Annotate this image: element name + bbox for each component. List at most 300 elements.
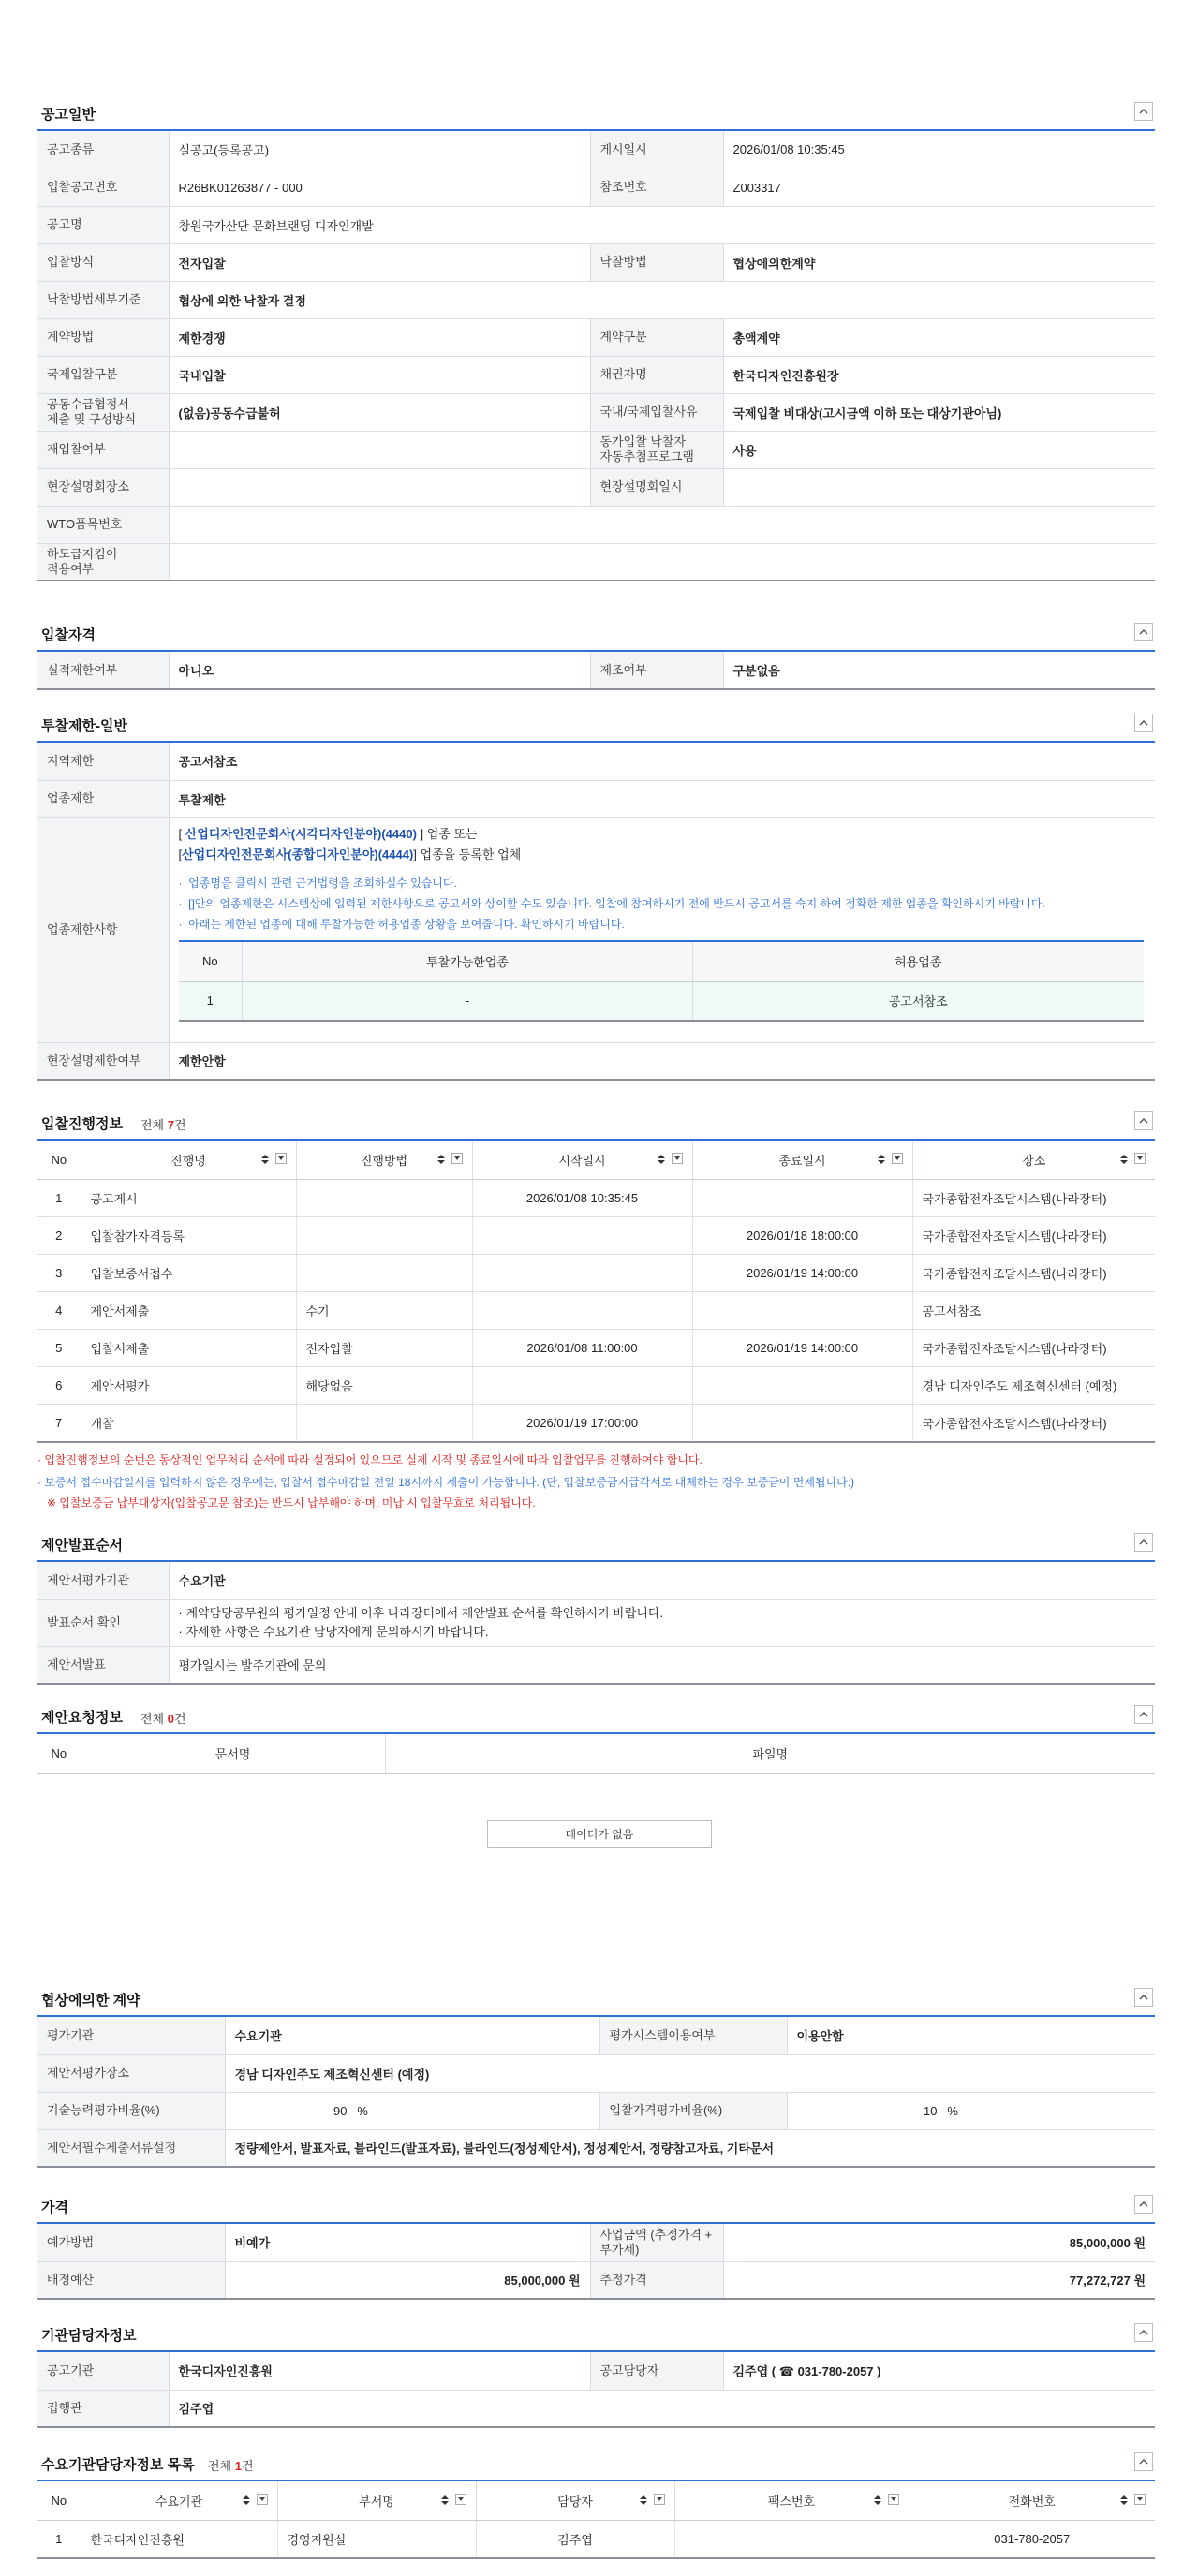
progress-cell-name: 입찰보증서접수 xyxy=(81,1255,296,1292)
negotiation-header xyxy=(37,1981,1155,2017)
qualification-section xyxy=(37,616,1155,690)
required-docs-label: 제안서필수제출서류설정 xyxy=(37,2129,225,2167)
negotiation-section xyxy=(37,1981,1155,2168)
presentation-value: 평가일시는 발주기관에 문의 xyxy=(169,1646,1155,1684)
progress-cell-name: 제안서제출 xyxy=(81,1292,296,1330)
estimated-price-label: 추정가격 xyxy=(590,2261,723,2299)
post-date-value: 2026/01/08 10:35:45 xyxy=(723,131,1155,169)
allowed-col-bidable: 투찰가능한업종 xyxy=(243,941,693,982)
progress-count xyxy=(140,1115,186,1133)
progress-cell-place: 국가종합전자조달시스템(나라장터) xyxy=(912,1180,1155,1217)
qualification-header xyxy=(37,616,1155,652)
table-row xyxy=(37,2521,1155,2559)
filter-dropdown-icon[interactable] xyxy=(257,2494,268,2505)
request-count xyxy=(140,1709,186,1727)
award-detail-value: 협상에 의한 낙찰자 결정 xyxy=(169,281,1155,318)
demand-count-prefix: 전체 xyxy=(208,2459,232,2473)
progress-cell-no: 6 xyxy=(37,1367,81,1405)
contact-section xyxy=(37,2317,1155,2428)
allowed-cell-allowed: 공고서참조 xyxy=(693,981,1144,1021)
request-header xyxy=(37,1699,1155,1734)
sub-label-line1: 하도급지킴이 xyxy=(47,546,118,561)
progress-cell-end xyxy=(692,1292,912,1330)
price-ratio-cell xyxy=(787,2092,1155,2129)
progress-toggle[interactable] xyxy=(1134,1111,1153,1130)
progress-table xyxy=(37,1141,1155,1443)
presentation-section xyxy=(37,1526,1155,1685)
chevron-up-icon xyxy=(1139,1538,1148,1545)
region-limit-value: 공고서참조 xyxy=(169,743,1155,780)
evaluator-label: 제안서평가기관 xyxy=(37,1562,169,1599)
progress-cell-method: 전자입찰 xyxy=(296,1330,472,1367)
progress-cell-end: 2026/01/19 14:00:00 xyxy=(692,1330,912,1367)
progress-cell-start xyxy=(472,1367,692,1405)
tech-ratio-cell xyxy=(225,2092,599,2129)
site-limit-value: 제한안함 xyxy=(169,1042,1155,1080)
progress-cell-no: 2 xyxy=(37,1217,81,1255)
progress-cell-name: 공고게시 xyxy=(81,1180,296,1217)
person-phone: 031-780-2057 ) xyxy=(797,2364,881,2379)
progress-cell-end xyxy=(692,1180,912,1217)
contact-table xyxy=(37,2352,1155,2428)
demand-cell-fax xyxy=(674,2521,909,2559)
contract-type-value: 총액계약 xyxy=(723,318,1155,356)
chevron-up-icon xyxy=(1139,628,1148,635)
industry-limit-label: 업종제한 xyxy=(37,780,169,817)
progress-cell-method xyxy=(296,1217,472,1255)
progress-cell-place: 경남 디자인주도 제조혁신센터 (예정) xyxy=(912,1367,1155,1405)
person-name: 김주엽 ( xyxy=(732,2364,776,2379)
progress-note-2: · 보증서 접수마감일시를 입력하지 않은 경우에는, 입찰서 접수마감일 전일 18시까지 제출이 가능합니다. (단, 입찰보증금지급각서로 대체하는 경우 보증금이 면제됩니다.) xyxy=(37,1476,855,1489)
request-col-no: No xyxy=(37,1734,81,1774)
industry-line-1: [ 산업디자인전문회사(시각디자인분야)(4440) ] 업종 또는 xyxy=(178,826,478,841)
rebid-label: 재입찰여부 xyxy=(37,431,169,468)
notice-name-label: 공고명 xyxy=(37,206,169,243)
progress-count-suffix: 건 xyxy=(173,1118,186,1132)
table-row xyxy=(179,981,1144,1021)
site-place-value xyxy=(169,468,590,506)
demand-col-org-label: 수요기관 xyxy=(155,2495,203,2509)
notice-name-value: 창원국가산단 문화브랜딩 디자인개발 xyxy=(169,206,1155,243)
contract-method-label: 계약방법 xyxy=(37,318,169,356)
progress-cell-name: 입찰서제출 xyxy=(81,1330,296,1367)
sort-updown-icon[interactable] xyxy=(436,1154,446,1165)
industry-bullet-2: []안의 업종제한은 시스템상에 입력된 제한사항으로 공고서와 상이할 수도 있습니다. 입찰에 참여하시기 전에 반드시 공고서를 숙지 하여 정확한 제한 업종을 확인하시기 바랍니다. xyxy=(188,896,1045,910)
contact-title: 기관담당자정보 xyxy=(41,2328,137,2344)
chevron-up-icon xyxy=(1139,2201,1148,2207)
chevron-up-icon xyxy=(1139,2329,1148,2335)
site-limit-label: 현장설명제한여부 xyxy=(37,1042,169,1080)
demand-toggle[interactable] xyxy=(1134,2452,1153,2471)
demand-count-num: 1 xyxy=(234,2459,242,2473)
perf-limit-value: 아니오 xyxy=(169,652,590,689)
ref-no-label: 참조번호 xyxy=(590,169,723,206)
qualification-title: 입찰자격 xyxy=(41,627,96,643)
price-table xyxy=(37,2224,1155,2300)
progress-cell-end: 2026/01/19 14:00:00 xyxy=(692,1255,912,1292)
order-line-1: 계약담당공무원의 평가일정 안내 이후 나라장터에서 제안발표 순서를 확인하시기 바랍니다. xyxy=(185,1606,664,1620)
price-ratio-pct: % xyxy=(947,2103,958,2118)
progress-cell-place: 국가종합전자조달시스템(나라장터) xyxy=(912,1217,1155,1255)
general-section xyxy=(37,96,1155,581)
bid-no-label: 입찰공고번호 xyxy=(37,169,169,206)
progress-section xyxy=(37,1105,1155,1443)
progress-cell-end: 2026/01/18 18:00:00 xyxy=(692,1217,912,1255)
progress-cell-method: 해당없음 xyxy=(296,1367,472,1405)
region-limit-label: 지역제한 xyxy=(37,743,169,780)
demand-col-phone-label: 전화번호 xyxy=(1008,2495,1056,2509)
subcontract-label xyxy=(37,543,169,581)
sort-updown-icon[interactable] xyxy=(1119,1154,1129,1165)
progress-col-name xyxy=(81,1141,296,1180)
negotiation-table xyxy=(37,2017,1155,2168)
industry-bullet: · 아래는 제한된 업종에 대해 투찰가능한 허용업종 상황을 보여줍니다. 확인하시기 바랍니다. xyxy=(178,917,625,931)
price-header xyxy=(37,2188,1155,2224)
wto-value xyxy=(169,506,1155,543)
project-amount-value: 85,000,000 원 xyxy=(723,2224,1155,2261)
progress-cell-method xyxy=(296,1255,472,1292)
notice-type-value: 실공고(등록공고) xyxy=(169,131,590,169)
progress-col-method xyxy=(296,1141,472,1180)
site-date-value xyxy=(723,468,1155,506)
progress-col-start xyxy=(472,1141,692,1180)
progress-cell-method xyxy=(296,1180,472,1217)
order-line: · 자세한 사항은 수요기관 담당자에게 문의하시기 바랍니다. xyxy=(178,1625,489,1639)
creditor-label: 채권자명 xyxy=(590,356,723,393)
request-col-doc: 문서명 xyxy=(81,1734,385,1774)
progress-cell-name: 입찰참가자격등록 xyxy=(81,1217,296,1255)
progress-count-num: 7 xyxy=(167,1118,174,1132)
eval-place-label: 제안서평가장소 xyxy=(37,2054,225,2092)
request-table xyxy=(37,1734,1155,1774)
joint-label-line2: 제출 및 구성방식 xyxy=(47,412,137,426)
progress-col-name-label: 진행명 xyxy=(170,1154,206,1168)
demand-col-fax xyxy=(674,2481,909,2521)
general-header xyxy=(37,96,1155,131)
joint-label xyxy=(37,393,169,431)
filter-dropdown-icon[interactable] xyxy=(654,2494,665,2505)
bid-method-value: 전자입찰 xyxy=(169,243,590,281)
table-row xyxy=(37,1217,1155,1255)
progress-col-start-label: 시작일시 xyxy=(558,1154,606,1168)
allowed-cell-bidable: - xyxy=(243,981,693,1021)
request-section xyxy=(37,1699,1155,1923)
request-count-prefix: 전체 xyxy=(140,1712,165,1726)
progress-cell-end xyxy=(692,1367,912,1405)
demand-cell-person: 김주엽 xyxy=(476,2521,674,2559)
industry-line-1-suffix: 업종 또는 xyxy=(426,826,478,841)
table-row xyxy=(37,1330,1155,1367)
ref-no-value: Z003317 xyxy=(723,169,1155,206)
industry-bullet: · []안의 업종제한은 시스템상에 입력된 제한사항으로 공고서와 상이할 수도 있습니다. 입찰에 참여하시기 전에 반드시 공고서를 숙지 하여 정확한 제한 업종을 확인하시기 바랍니다. xyxy=(178,896,1045,910)
progress-cell-end xyxy=(692,1405,912,1443)
site-place-label: 현장설명회장소 xyxy=(37,468,169,506)
filter-dropdown-icon[interactable] xyxy=(892,1153,903,1164)
progress-cell-name: 개찰 xyxy=(81,1405,296,1443)
intl-type-value: 국내입찰 xyxy=(169,356,590,393)
progress-cell-method xyxy=(296,1405,472,1443)
demand-col-person-label: 담당자 xyxy=(557,2495,593,2509)
demand-section xyxy=(37,2446,1155,2559)
progress-cell-start: 2026/01/19 17:00:00 xyxy=(472,1405,692,1443)
industry-line-2: [산업디자인전문회사(종합디자인분야)(4444)] 업종을 등록한 업체 xyxy=(178,846,522,861)
restriction-title: 투찰제한-일반 xyxy=(41,718,127,734)
request-title: 제안요청정보 xyxy=(41,1710,123,1726)
sort-updown-icon[interactable] xyxy=(242,2495,251,2506)
perf-limit-label: 실적제한여부 xyxy=(37,652,169,689)
industry-link-4444[interactable]: 산업디자인전문회사(종합디자인분야)(4444) xyxy=(182,846,414,861)
sort-updown-icon[interactable] xyxy=(639,2495,648,2506)
progress-cell-place: 국가종합전자조달시스템(나라장터) xyxy=(912,1405,1155,1443)
demand-cell-dept: 경영지원실 xyxy=(277,2521,476,2559)
presentation-toggle[interactable] xyxy=(1134,1533,1153,1552)
demand-header xyxy=(37,2446,1155,2481)
price-toggle[interactable] xyxy=(1134,2195,1153,2214)
demand-count xyxy=(208,2456,254,2474)
industry-link-4440[interactable]: 산업디자인전문회사(시각디자인분야)(4440) xyxy=(185,826,417,841)
auto-label-line2: 자동추첨프로그램 xyxy=(599,449,694,464)
filter-dropdown-icon[interactable] xyxy=(888,2494,899,2505)
order-line: · 계약담당공무원의 평가일정 안내 이후 나라장터에서 제안발표 순서를 확인하시기 바랍니다. xyxy=(178,1606,664,1620)
demand-title: 수요기관담당자정보 목록 xyxy=(41,2457,195,2473)
restriction-toggle[interactable] xyxy=(1134,714,1153,732)
allowed-col-no: No xyxy=(179,941,243,982)
creditor-value: 한국디자인진흥원장 xyxy=(723,356,1155,393)
award-detail-label: 낙찰방법세부기준 xyxy=(37,281,169,318)
auto-label-line1: 동가입찰 낙찰자 xyxy=(599,434,687,449)
person-value xyxy=(723,2352,1155,2390)
general-title: 공고일반 xyxy=(41,107,96,123)
sort-updown-icon[interactable] xyxy=(657,1154,666,1165)
request-count-suffix: 건 xyxy=(173,1712,186,1726)
eval-agency-value: 수요기관 xyxy=(225,2017,599,2054)
demand-col-org xyxy=(81,2481,277,2521)
order-line-2: 자세한 사항은 수요기관 담당자에게 문의하시기 바랍니다. xyxy=(185,1625,489,1639)
filter-dropdown-icon[interactable] xyxy=(1134,2494,1146,2505)
progress-cell-start xyxy=(472,1255,692,1292)
industry-detail-cell xyxy=(169,817,1155,1042)
budget-label: 배정예산 xyxy=(37,2261,225,2299)
order-check-value xyxy=(169,1599,1155,1646)
chevron-up-icon xyxy=(1139,2458,1148,2465)
demand-col-no xyxy=(37,2481,81,2521)
sort-updown-icon[interactable] xyxy=(260,1154,270,1165)
contact-header xyxy=(37,2317,1155,2352)
joint-value: (없음)공동수급불허 xyxy=(169,393,590,431)
general-toggle[interactable] xyxy=(1134,102,1153,121)
org-value: 한국디자인진흥원 xyxy=(169,2352,590,2390)
contract-method-value: 제한경쟁 xyxy=(169,318,590,356)
industry-detail-label: 업종제한사항 xyxy=(37,817,169,1042)
tech-ratio-label: 기술능력평가비율(%) xyxy=(37,2092,225,2129)
progress-cell-no: 5 xyxy=(37,1330,81,1367)
price-ratio-label: 입찰가격평가비율(%) xyxy=(599,2092,787,2129)
phone-icon: ☎ xyxy=(778,2364,794,2379)
progress-cell-start: 2026/01/08 10:35:45 xyxy=(472,1180,692,1217)
chevron-up-icon xyxy=(1139,1994,1148,2000)
progress-cell-start xyxy=(472,1292,692,1330)
presentation-title: 제안발표순서 xyxy=(41,1538,123,1553)
progress-cell-no: 3 xyxy=(37,1255,81,1292)
qualification-table xyxy=(37,652,1155,690)
demand-cell-no: 1 xyxy=(37,2521,81,2559)
estimated-price-value: 77,272,727 원 xyxy=(723,2261,1155,2299)
filter-dropdown-icon[interactable] xyxy=(275,1153,287,1164)
sub-label-line2: 적용여부 xyxy=(47,561,95,576)
presentation-table xyxy=(37,1562,1155,1685)
bid-method-label: 입찰방식 xyxy=(37,243,169,281)
eval-system-label: 평가시스템이용여부 xyxy=(599,2017,787,2054)
contract-type-label: 계약구분 xyxy=(590,318,723,356)
eval-place-value: 경남 디자인주도 제조혁신센터 (예정) xyxy=(225,2054,1155,2092)
progress-col-place-label: 장소 xyxy=(1022,1154,1046,1168)
project-amount-label: 사업금액 (추정가격 + 부가세) xyxy=(590,2224,723,2261)
industry-line-2-suffix: 업종을 등록한 업체 xyxy=(420,846,522,861)
sort-updown-icon[interactable] xyxy=(1119,2495,1129,2506)
progress-cell-method: 수기 xyxy=(296,1292,472,1330)
award-method-value: 협상에의한계약 xyxy=(723,243,1155,281)
chevron-up-icon xyxy=(1139,1711,1148,1717)
demand-col-person xyxy=(476,2481,674,2521)
intl-reason-value: 국제입찰 비대상(고시금액 이하 또는 대상기관아님) xyxy=(723,393,1155,431)
request-count-num: 0 xyxy=(167,1712,174,1726)
demand-col-fax-label: 팩스번호 xyxy=(767,2495,816,2509)
table-row xyxy=(37,1405,1155,1443)
table-row xyxy=(37,1255,1155,1292)
presentation-label: 제안서발표 xyxy=(37,1646,169,1684)
rebid-value xyxy=(169,431,590,468)
estimate-method-label: 예가방법 xyxy=(37,2224,225,2261)
subcontract-value xyxy=(169,543,1155,581)
progress-col-no xyxy=(37,1141,81,1180)
tech-ratio-value: 90 xyxy=(333,2103,348,2118)
notice-type-label: 공고종류 xyxy=(37,131,169,169)
progress-col-end-label: 종료일시 xyxy=(778,1154,826,1168)
no-data-message: 데이터가 없음 xyxy=(487,1820,712,1848)
restriction-section xyxy=(37,707,1155,1081)
table-row xyxy=(37,1180,1155,1217)
executor-label: 집행관 xyxy=(37,2390,169,2427)
demand-col-no-label: No xyxy=(51,2494,67,2508)
demand-table xyxy=(37,2481,1155,2559)
progress-cell-no: 7 xyxy=(37,1405,81,1443)
industry-bullet: · 업종명을 클릭시 관련 근거법령을 조회하실수 있습니다. xyxy=(178,876,457,890)
evaluator-value: 수요기관 xyxy=(169,1562,1155,1599)
general-table xyxy=(37,131,1155,581)
required-docs-value: 정량제안서, 발표자료, 블라인드(발표자료), 블라인드(정성제안서), 정성제안서, 정량참고자료, 기타문서 xyxy=(225,2129,1155,2167)
restriction-table xyxy=(37,743,1155,1081)
price-ratio-value: 10 xyxy=(924,2103,938,2118)
allowed-cell-no: 1 xyxy=(179,981,243,1021)
progress-cell-no: 4 xyxy=(37,1292,81,1330)
intl-reason-label: 국내/국제입찰사유 xyxy=(590,393,723,431)
chevron-up-icon xyxy=(1139,108,1148,114)
wto-label: WTO품목번호 xyxy=(37,506,169,543)
table-row xyxy=(37,1367,1155,1405)
tech-ratio-pct: % xyxy=(357,2103,368,2118)
auto-lottery-value: 사용 xyxy=(723,431,1155,468)
demand-col-dept xyxy=(277,2481,476,2521)
allowed-col-allowed: 허용업종 xyxy=(693,941,1144,982)
chevron-up-icon xyxy=(1139,1117,1148,1124)
org-label: 공고기관 xyxy=(37,2352,169,2390)
bid-no-value: R26BK01263877 - 000 xyxy=(169,169,590,206)
filter-dropdown-icon[interactable] xyxy=(672,1153,683,1164)
price-section xyxy=(37,2188,1155,2300)
progress-count-prefix: 전체 xyxy=(140,1118,165,1132)
progress-cell-place: 국가종합전자조달시스템(나라장터) xyxy=(912,1255,1155,1292)
auto-lottery-label xyxy=(590,431,723,468)
demand-cell-org: 한국디자인진흥원 xyxy=(81,2521,277,2559)
progress-cell-no: 1 xyxy=(37,1180,81,1217)
person-label: 공고담당자 xyxy=(590,2352,723,2390)
negotiation-title: 협상에의한 계약 xyxy=(41,1993,140,2009)
request-col-file: 파일명 xyxy=(385,1734,1155,1774)
progress-cell-name: 제안서평가 xyxy=(81,1367,296,1405)
restriction-header xyxy=(37,707,1155,743)
demand-col-dept-label: 부서명 xyxy=(359,2495,394,2509)
filter-dropdown-icon[interactable] xyxy=(451,1153,463,1164)
progress-note-1: · 입찰진행정보의 순번은 동상적인 업무처리 순서에 따라 설정되어 있으므로 실제 시작 및 종료일시에 따라 입찰업무를 진행하여야 합니다. xyxy=(37,1453,702,1466)
progress-col-method-label: 진행방법 xyxy=(360,1154,408,1168)
filter-dropdown-icon[interactable] xyxy=(1134,1153,1146,1164)
progress-cell-start: 2026/01/08 11:00:00 xyxy=(472,1330,692,1367)
sort-updown-icon[interactable] xyxy=(877,1154,886,1165)
industry-limit-value: 투찰제한 xyxy=(169,780,1155,817)
budget-value: 85,000,000 원 xyxy=(225,2261,590,2299)
demand-cell-phone: 031-780-2057 xyxy=(909,2521,1155,2559)
qualification-toggle[interactable] xyxy=(1134,623,1153,641)
progress-note-3: ※ 입찰보증금 납부대상자(입찰공고문 참조)는 반드시 납부해야 하며, 미납 시 입찰무효로 처리됩니다. xyxy=(47,1496,536,1509)
progress-cell-place: 국가종합전자조달시스템(나라장터) xyxy=(912,1330,1155,1367)
intl-type-label: 국제입찰구분 xyxy=(37,356,169,393)
progress-header xyxy=(37,1105,1155,1141)
progress-title: 입찰진행정보 xyxy=(41,1116,123,1132)
demand-count-suffix: 건 xyxy=(241,2459,254,2473)
joint-label-line1: 공동수급협정서 xyxy=(47,397,129,411)
presentation-header xyxy=(37,1526,1155,1562)
mfg-value: 구분없음 xyxy=(723,652,1155,689)
demand-col-phone xyxy=(909,2481,1155,2521)
progress-col-end xyxy=(692,1141,912,1180)
progress-col-place xyxy=(912,1141,1155,1180)
allowed-industry-table xyxy=(179,940,1144,1022)
award-method-label: 낙찰방법 xyxy=(590,243,723,281)
sort-updown-icon[interactable] xyxy=(873,2495,882,2506)
progress-cell-start xyxy=(472,1217,692,1255)
sort-updown-icon[interactable] xyxy=(440,2495,450,2506)
executor-value: 김주엽 xyxy=(169,2390,1155,2427)
industry-bullet-3: 아래는 제한된 업종에 대해 투찰가능한 허용업종 상황을 보여줍니다. 확인하시기 바랍니다. xyxy=(188,917,625,931)
price-title: 가격 xyxy=(41,2200,68,2215)
industry-bullet-1: 업종명을 클릭시 관련 근거법령을 조회하실수 있습니다. xyxy=(188,876,457,890)
eval-system-value: 이용안함 xyxy=(787,2017,1155,2054)
filter-dropdown-icon[interactable] xyxy=(455,2494,466,2505)
mfg-label: 제조여부 xyxy=(590,652,723,689)
request-toggle[interactable] xyxy=(1134,1705,1153,1724)
site-date-label: 현장설명회일시 xyxy=(590,468,723,506)
post-date-label: 게시일시 xyxy=(590,131,723,169)
table-row xyxy=(37,1292,1155,1330)
negotiation-toggle[interactable] xyxy=(1134,1988,1153,2007)
estimate-method-value: 비예가 xyxy=(225,2224,590,2261)
progress-col-no-label: No xyxy=(51,1153,67,1167)
progress-cell-place: 공고서참조 xyxy=(912,1292,1155,1330)
contact-toggle[interactable] xyxy=(1134,2323,1153,2342)
chevron-up-icon xyxy=(1139,719,1148,726)
order-check-label: 발표순서 확인 xyxy=(37,1599,169,1646)
eval-agency-label: 평가기관 xyxy=(37,2017,225,2054)
